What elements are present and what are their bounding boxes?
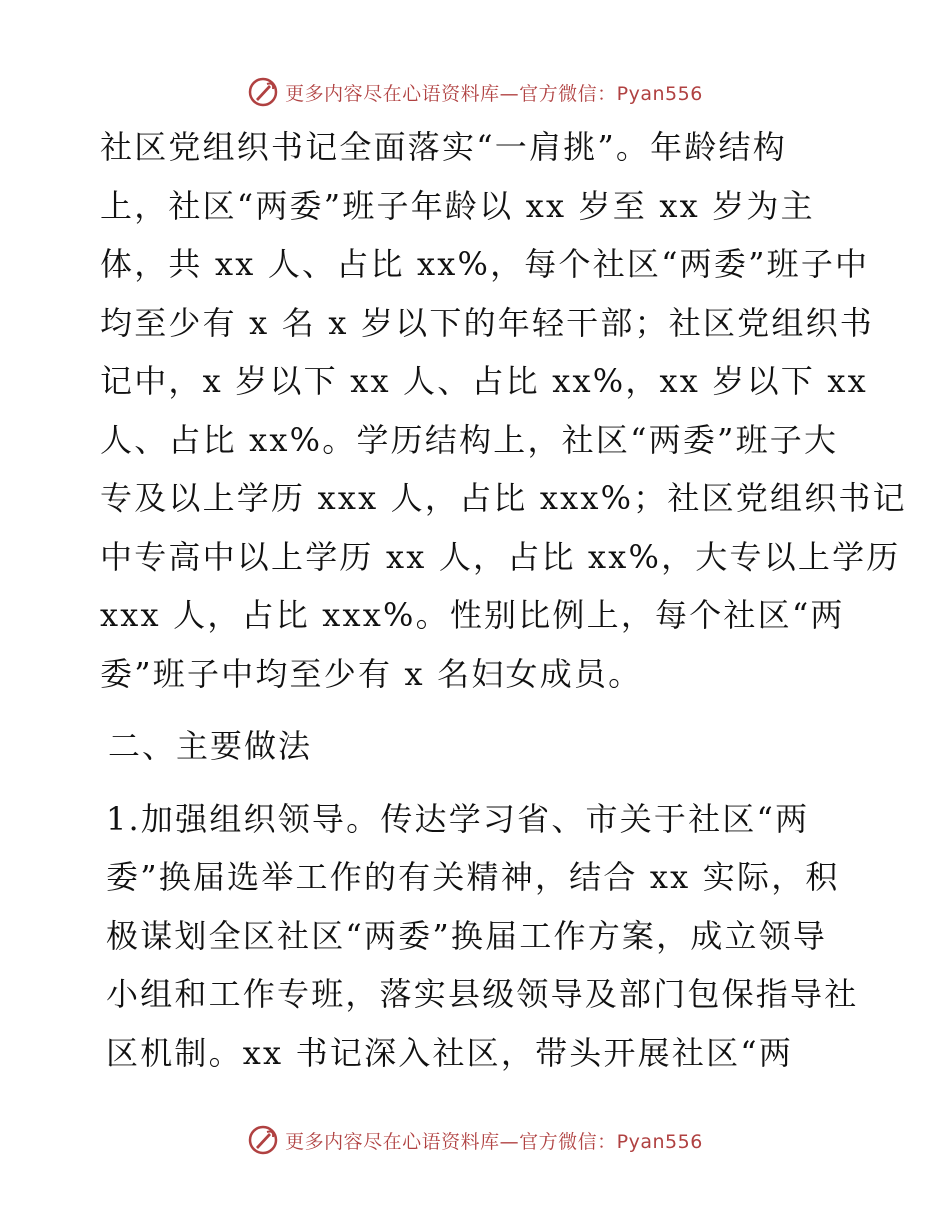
text-line: 体，共 xx 人、占比 xx%，每个社区“两委”班子中 <box>100 245 870 283</box>
text-line: 极谋划全区社区“两委”换届工作方案，成立领导 <box>106 916 828 955</box>
text-line: 上，社区“两委”班子年龄以 xx 岁至 xx 岁为主 <box>100 186 815 225</box>
text-line: 均至少有 x 名 x 岁以下的年轻干部；社区党组织书 <box>100 303 874 342</box>
quill-logo-icon <box>247 1124 279 1156</box>
text-line: 小组和工作专班，落实县级领导及部门包保指导社 <box>106 975 859 1013</box>
footer-watermark <box>0 1120 950 1160</box>
watermark-text: 更多内容尽在心语资料库—官方微信：Pyan556 <box>285 82 703 105</box>
header-watermark <box>0 72 950 112</box>
section-heading: 二、主要做法 <box>108 727 313 765</box>
quill-logo-icon <box>247 76 279 108</box>
text-line: 委”班子中均至少有 x 名妇女成员。 <box>100 654 643 693</box>
text-line: 中专高中以上学历 xx 人，占比 xx%，大专以上学历 <box>100 537 901 576</box>
text-line: xxx 人，占比 xxx%。性别比例上，每个社区“两 <box>100 596 845 634</box>
text-line: 记中，x 岁以下 xx 人、占比 xx%，xx 岁以下 xx <box>100 362 868 400</box>
text-line: 委”换届选举工作的有关精神，结合 xx 实际，积 <box>106 858 840 896</box>
text-line: 1.加强组织领导。传达学习省、市关于社区“两 <box>106 799 810 838</box>
paragraph-1 <box>100 118 907 703</box>
watermark-text: 更多内容尽在心语资料库—官方微信：Pyan556 <box>285 1130 703 1153</box>
text-line: 区机制。xx 书记深入社区，带头开展社区“两 <box>106 1033 794 1072</box>
text-line: 社区党组织书记全面落实“一肩挑”。年龄结构 <box>100 128 787 166</box>
text-line: 专及以上学历 xxx 人，占比 xxx%；社区党组织书记 <box>100 479 907 517</box>
document-body <box>100 118 907 1082</box>
paragraph-2 <box>100 790 860 1083</box>
text-line: 人、占比 xx%。学历结构上，社区“两委”班子大 <box>100 420 839 459</box>
